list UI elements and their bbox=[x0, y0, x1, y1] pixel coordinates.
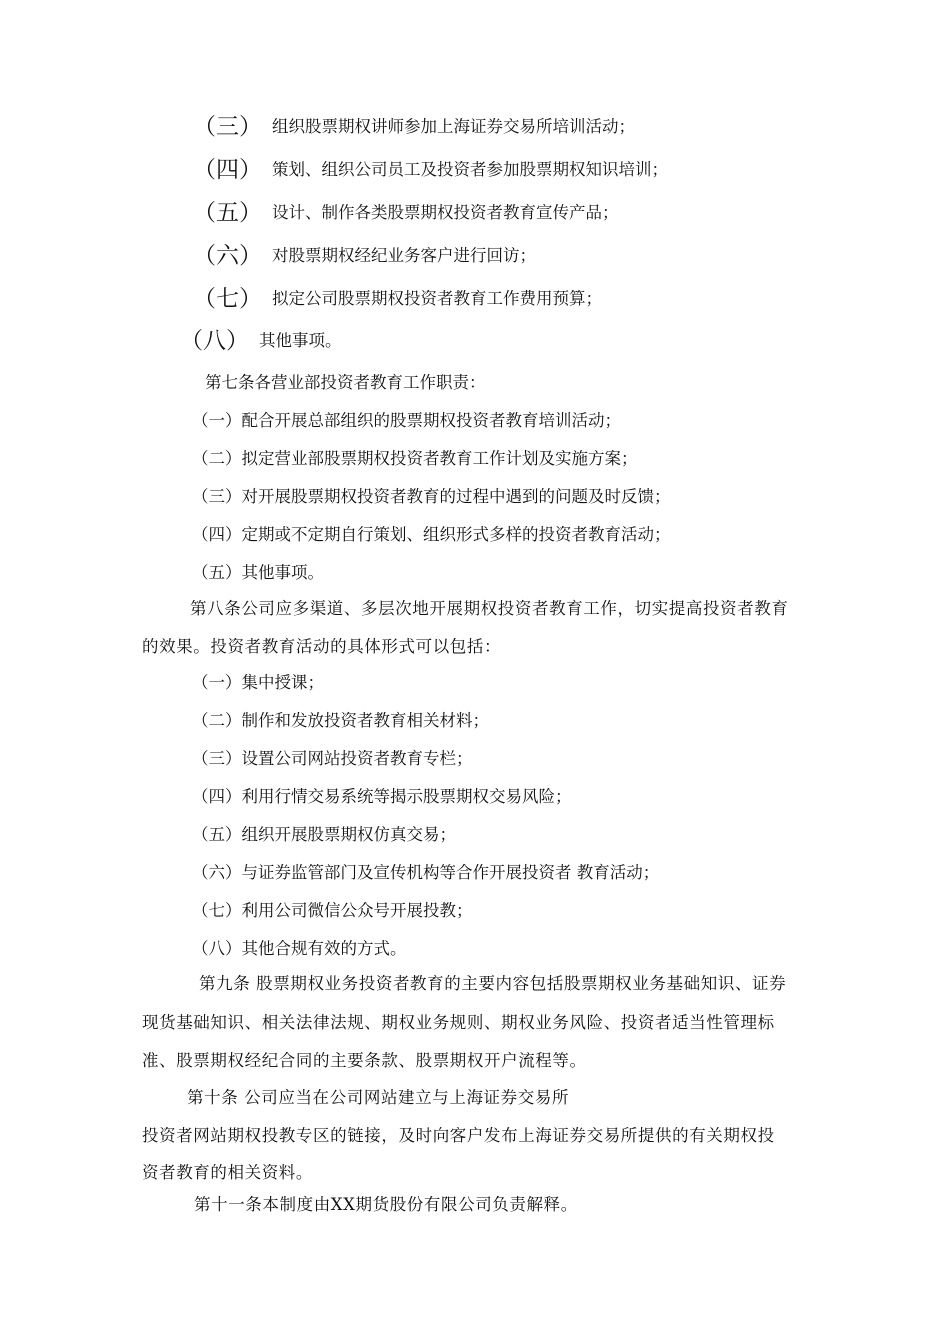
article7-item: （一）配合开展总部组织的股票期权投资者教育培训活动； bbox=[192, 411, 621, 430]
article8-line: 的效果。投资者教育活动的具体形式可以包括： bbox=[142, 637, 502, 656]
item-number: （六） bbox=[193, 243, 262, 269]
item-text: 策划、组织公司员工及投资者参加股票期权知识培训； bbox=[272, 160, 668, 179]
item-number: （三） bbox=[193, 114, 262, 140]
duty-item-3 bbox=[193, 116, 635, 140]
article8-line: 第八条公司应多渠道、多层次地开展期权投资者教育工作，切实提高投资者教育 bbox=[190, 599, 789, 618]
duty-item-6 bbox=[193, 245, 536, 269]
article8-item: （五）组织开展股票期权仿真交易； bbox=[192, 825, 456, 844]
article7-item: （三）对开展股票期权投资者教育的过程中遇到的问题及时反馈； bbox=[192, 487, 671, 506]
article8-item: （一）集中授课； bbox=[192, 673, 324, 692]
article11-line: 第十一条本制度由XX期货股份有限公司负责解释。 bbox=[194, 1195, 578, 1214]
duty-item-5 bbox=[193, 202, 619, 226]
item-number: （七） bbox=[193, 286, 262, 312]
item-text: 设计、制作各类股票期权投资者教育宣传产品； bbox=[272, 203, 619, 222]
article10-line: 资者教育的相关资料。 bbox=[142, 1163, 313, 1182]
item-number: （五） bbox=[193, 200, 262, 226]
article8-item: （三）设置公司网站投资者教育专栏； bbox=[192, 749, 473, 768]
article10-line: 投资者网站期权投教专区的链接，及时向客户发布上海证券交易所提供的有关期权投 bbox=[142, 1126, 775, 1145]
article7-item: （二）拟定营业部股票期权投资者教育工作计划及实施方案； bbox=[192, 449, 638, 468]
article7-item: （四）定期或不定期自行策划、组织形式多样的投资者教育活动； bbox=[192, 525, 671, 544]
article8-item: （八）其他合规有效的方式。 bbox=[192, 939, 407, 958]
duty-item-8 bbox=[180, 330, 342, 354]
article9-line: 第九条 股票期权业务投资者教育的主要内容包括股票期权业务基础知识、证券 bbox=[199, 974, 787, 993]
item-number: （八） bbox=[180, 328, 249, 354]
item-text: 组织股票期权讲师参加上海证券交易所培训活动； bbox=[272, 117, 635, 136]
item-number: （四） bbox=[193, 157, 262, 183]
item-text: 拟定公司股票期权投资者教育工作费用预算； bbox=[272, 289, 602, 308]
article8-item: （七）利用公司微信公众号开展投教； bbox=[192, 901, 473, 920]
article8-item: （四）利用行情交易系统等揭示股票期权交易风险； bbox=[192, 787, 572, 806]
duty-item-4 bbox=[193, 159, 668, 183]
item-text: 其他事项。 bbox=[259, 331, 342, 350]
article10-line: 第十条 公司应当在公司网站建立与上海证券交易所 bbox=[187, 1088, 570, 1107]
article7-item: （五）其他事项。 bbox=[192, 563, 324, 582]
article9-line: 现货基础知识、相关法律法规、期权业务规则、期权业务风险、投资者适当性管理标 bbox=[142, 1013, 775, 1032]
article9-line: 准、股票期权经纪合同的主要条款、股票期权开户流程等。 bbox=[142, 1051, 587, 1070]
article8-item: （六）与证券监管部门及宣传机构等合作开展投资者 教育活动； bbox=[192, 863, 660, 882]
duty-item-7 bbox=[193, 288, 602, 312]
article8-item: （二）制作和发放投资者教育相关材料； bbox=[192, 711, 489, 730]
article7-heading: 第七条各营业部投资者教育工作职责： bbox=[205, 373, 486, 392]
item-text: 对股票期权经纪业务客户进行回访； bbox=[272, 246, 536, 265]
